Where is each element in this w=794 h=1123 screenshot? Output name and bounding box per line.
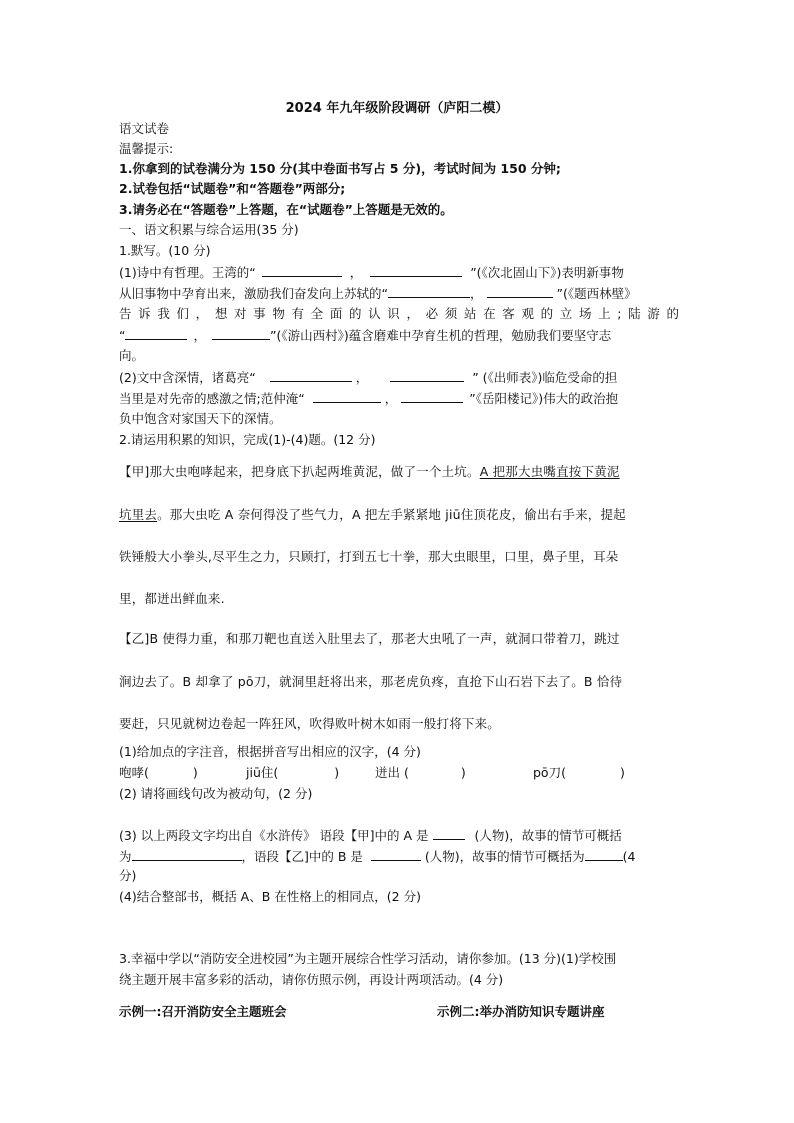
tips-header: 温馨提示: <box>119 141 174 156</box>
pinyin-item-2[interactable]: jiū住( ) <box>246 765 340 780</box>
passage-jia-line2: 坑里去。那大虫吃 A 奈何得没了些气力，A 把左手紧紧地 jiū住顶花皮，偷出右手来，提起 <box>119 507 626 522</box>
q2-sub3-line3: 分) <box>119 868 137 883</box>
q2-sub4: (4)结合整部书，概括 A、B 在性格上的相同点，(2 分) <box>119 889 421 904</box>
q1-p2-line2: 当里是对先帝的感激之情;范仲淹“ ， ”《岳阳楼记》)伟大的政治抱 <box>119 391 619 406</box>
answer-blank[interactable] <box>370 264 462 277</box>
passage-jia-line3: 铁锤般大小拳头,尽平生之力，只顾打，打到五七十拳，那大虫眼里，口里，鼻子里，耳朵 <box>119 549 619 564</box>
exam-title: 2024 年九年级阶段调研（庐阳二模） <box>285 101 509 116</box>
q1-p2-line3: 负中饱含对家国天下的深情。 <box>119 411 282 426</box>
q2-sub2: (2) 请将画线句改为被动句，(2 分) <box>119 786 313 801</box>
tip-2: 2.试卷包括“试题卷”和“答题卷”两部分; <box>119 181 346 196</box>
q1-p2-line1: (2)文中含深情，诸葛亮“ ， ” (《出师表》)临危受命的担 <box>119 370 618 385</box>
answer-blank[interactable] <box>313 390 381 403</box>
answer-blank[interactable] <box>270 369 352 382</box>
answer-blank[interactable] <box>401 390 463 403</box>
q2-sub1: (1)给加点的字注音，根据拼音写出相应的汉字，(4 分) <box>119 744 421 759</box>
pinyin-item-1[interactable]: 咆哮( ) <box>119 765 198 780</box>
q1-p1-line2: 从旧事物中孕育出来，激励我们奋发向上苏轼的“ ， ”(《题西林壁》 <box>119 286 637 301</box>
tip-3: 3.请务必在“答题卷”上答题，在“试题卷”上答题是无效的。 <box>119 202 453 217</box>
answer-blank[interactable] <box>262 264 342 277</box>
q2-header: 2.请运用积累的知识，完成(1)-(4)题。(12 分) <box>119 432 376 447</box>
underlined-sentence-end: 坑里去 <box>119 507 158 522</box>
q3-line1: 3.幸福中学以“消防安全进校园”为主题开展综合性学习活动，请你参加。(13 分)(1)学校围 <box>119 951 617 966</box>
example-1: 示例一:召开消防安全主题班会 <box>119 1004 287 1019</box>
answer-blank[interactable] <box>371 848 421 861</box>
answer-blank[interactable] <box>132 848 242 861</box>
answer-blank[interactable] <box>388 285 470 298</box>
q1-p1-line1: (1)诗中有哲理。王湾的“ ， ”(《次北固山下》)表明新事物 <box>119 265 624 280</box>
q1-p1-line4: “ ， ”(《游山西村》)蕴含磨难中孕育生机的哲理，勉励我们要坚守志 <box>119 328 612 343</box>
passage-yi-line3: 要赶，只见就树边卷起一阵狂风，吹得败叶树木如雨一般打将下来。 <box>119 716 501 731</box>
pinyin-item-4[interactable]: pō刀( ) <box>533 765 625 780</box>
q2-sub3-line1: (3) 以上两段文字均出自《水浒传》 语段【甲]中的 A 是 (人物)，故事的情节可概括 <box>119 828 622 843</box>
answer-blank[interactable] <box>487 285 553 298</box>
pinyin-item-3[interactable]: 迸出 ( ) <box>375 765 466 780</box>
answer-blank[interactable] <box>125 327 187 340</box>
q1-header: 1.默写。(10 分) <box>119 243 211 258</box>
subject-label: 语文试卷 <box>119 121 170 136</box>
q1-p1-line3: 告诉我们，想对事物有全面的认识，必须站在客观的立场上;陆游的 <box>119 306 679 321</box>
answer-blank[interactable] <box>585 848 623 861</box>
q1-p1-line5: 向。 <box>119 348 145 363</box>
answer-blank[interactable] <box>433 827 465 840</box>
answer-blank[interactable] <box>390 369 464 382</box>
passage-yi-line1: 【乙]B 使得力重，和那刀靶也直送入肚里去了，那老大虫吼了一声，就洞口带着刀，跳过 <box>119 631 620 646</box>
example-2: 示例二:举办消防知识专题讲座 <box>437 1004 605 1019</box>
underlined-sentence: A 把那大虫嘴直按下黄泥 <box>479 464 620 479</box>
answer-blank[interactable] <box>212 327 270 340</box>
passage-jia-line4: 里，都迸出鲜血来. <box>119 591 225 606</box>
passage-yi-line2: 涧边去了。B 却拿了 pō刀，就洞里赶将出来，那老虎负疼，直抢下山石岩下去了。B 恰待 <box>119 674 623 689</box>
tip-1: 1.你拿到的试卷满分为 150 分(其中卷面书写占 5 分)，考试时间为 150 分钟; <box>119 161 561 176</box>
q3-line2: 绕主题开展丰富多彩的活动，请你仿照示例，再设计两项活动。(4 分) <box>119 972 504 987</box>
passage-jia-line1: 【甲]那大虫咆哮起来，把身底下扒起两堆黄泥，做了一个土坑。A 把那大虫嘴直按下黄泥 <box>119 464 620 479</box>
q2-sub3-line2: 为 ，语段【乙]中的 B 是 (人物)，故事的情节可概括为 (4 <box>119 849 636 864</box>
section-1-title: 一、语文积累与综合运用(35 分) <box>119 222 299 237</box>
